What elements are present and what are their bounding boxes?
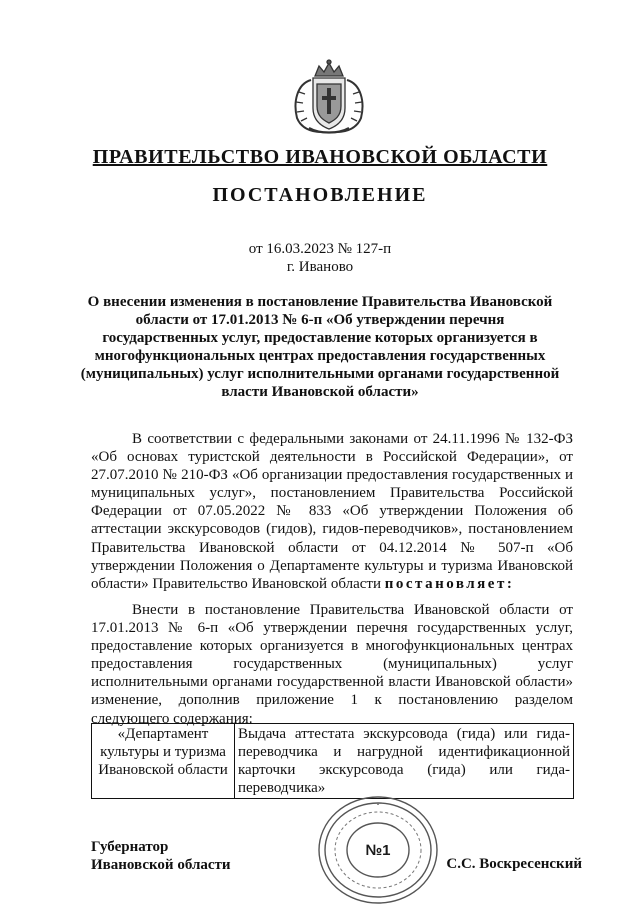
document-heading: О внесении изменения в постановление Правительства Ивановской области от 17.01.2013 № 6-п «Об утверждении перечня государственных услуг, предоставление которых организуется в многофункциональных центрах предоставления государственных (муниципальных) услуг исполнительными органами государственной власти Ивановской области» — [80, 294, 560, 400]
signatory-title-line1: Губернатор — [91, 839, 169, 855]
signatory-title-line2: Ивановской области — [91, 857, 231, 873]
document-type: ПОСТАНОВЛЕНИЕ — [212, 184, 428, 206]
service-cell: Выдача аттестата экскурсовода (гида) или гида-переводчика и нагрудной идентификационной карточки экскурсовода (гида) или гида-переводчика» — [235, 724, 574, 799]
services-table — [91, 723, 574, 799]
table-row — [92, 724, 574, 799]
paragraph-amendment: Внести в постановление Правительства Ивановской области от 17.01.2013 № 6-п «Об утверждении перечня государственных услуг, предоставление которых организуется в многофункциональных центрах предоставления государственных (муниципальных) услуг исполнительными органами государственной власти Ивановской области» изменение, дополнив приложение 1 к постановлению разделом следующего содержания: — [91, 602, 573, 727]
preamble-text: В соответствии с федеральными законами от 24.11.1996 № 132-ФЗ «Об основах туристской деятельности в Российской Федерации», от 27.07.2010 № 210-ФЗ «Об организации предоставления государственных и муниципальных услуг», постановлением Правительства Российской Федерации от 07.05.2022 № 833 «Об утверждении Положения об аттестации экскурсоводов (гидов), гидов-переводчиков», постановлением Правительства Ивановской области от 04.12.2014 № 507-п «Об утверждении Положения о Департаменте культуры и туризма Ивановской области» Правительство Ивановской области — [91, 431, 573, 592]
document-number-date: от 16.03.2023 № 127-п — [248, 241, 392, 257]
government-title: ПРАВИТЕЛЬСТВО ИВАНОВСКОЙ ОБЛАСТИ — [92, 146, 548, 168]
seal-number: №1 — [365, 842, 391, 859]
signatory-name: С.С. Воскресенский — [446, 856, 582, 872]
decree-word: постановляет: — [384, 575, 515, 592]
document-city: г. Иваново — [286, 259, 354, 275]
department-cell: «Департамент культуры и туризма Ивановской области — [92, 724, 235, 799]
paragraph-preamble — [91, 430, 573, 593]
coat-of-arms-emblem — [291, 58, 367, 136]
signatory-title — [91, 838, 231, 874]
